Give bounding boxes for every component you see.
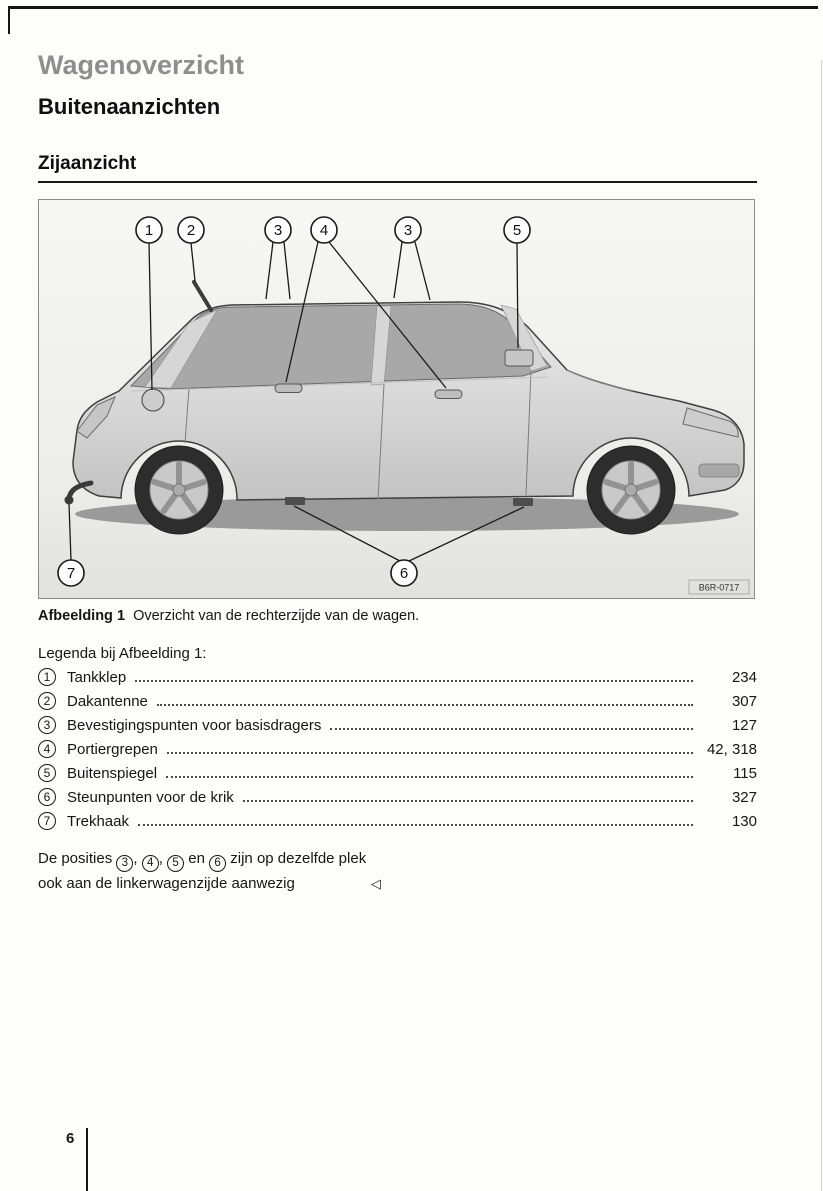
legend-item-label: Trekhaak	[67, 812, 129, 830]
legend-item-number: 6	[38, 788, 56, 806]
jack-point-marker-rear	[285, 497, 305, 505]
callout-circle-2	[178, 217, 204, 243]
legend-item-page-ref: 327	[731, 788, 757, 806]
callout-circle-3a	[265, 217, 291, 243]
note-text: De posities	[38, 850, 113, 867]
fuel-filler-flap	[142, 389, 164, 411]
legend-item-number: 7	[38, 812, 56, 830]
legend-item-page-ref: 307	[731, 692, 757, 710]
legend-item-page-ref: 234	[731, 668, 757, 686]
legend-item-page-ref: 127	[731, 716, 757, 734]
callout-circle-7	[58, 560, 84, 586]
dot-leader	[135, 680, 693, 682]
dot-leader	[167, 752, 693, 754]
legend-item-steunpunten	[38, 788, 757, 806]
callout-number: 4	[319, 222, 329, 239]
image-code-label	[689, 580, 749, 594]
legend-title: Legenda bij Afbeelding 1:	[38, 645, 207, 662]
callout-circle-5	[504, 217, 530, 243]
legend-item-dakantenne	[38, 692, 757, 710]
figure-caption-label: Afbeelding 1	[38, 608, 126, 624]
legend-item-portiergrepen	[38, 740, 757, 758]
note-text: ook aan de linkerwagenzijde aanwezig	[38, 875, 295, 892]
front-air-intake	[699, 464, 739, 477]
legend-item-label: Bevestigingspunten voor basisdragers	[67, 716, 322, 734]
dot-leader	[138, 824, 693, 826]
door-handle-front	[435, 390, 462, 399]
dot-leader	[166, 776, 693, 778]
legend-item-trekhaak	[38, 812, 757, 830]
legend-list	[38, 668, 757, 830]
note-text: ,	[158, 850, 163, 867]
legend-item-tankklep	[38, 668, 757, 686]
circled-number-3: 3	[116, 855, 133, 872]
car-side-view-illustration	[39, 200, 754, 598]
legend-item-page-ref: 130	[731, 812, 757, 830]
subsection-title: Zijaanzicht	[38, 153, 757, 183]
figure-side-view	[38, 199, 755, 599]
callout-circle-4	[311, 217, 337, 243]
page-top-rule	[8, 6, 818, 9]
callout-number: 7	[66, 565, 76, 582]
legend-item-page-ref: 115	[733, 764, 757, 782]
callout-number: 6	[399, 565, 409, 582]
legend-item-number: 2	[38, 692, 56, 710]
callout-number: 1	[144, 222, 154, 239]
callout-circle-3b	[395, 217, 421, 243]
legend-item-number: 4	[38, 740, 56, 758]
note-text: zijn op dezelfde plek	[230, 850, 367, 867]
legend-item-buitenspiegel	[38, 764, 757, 782]
figure-caption-text: Overzicht van de rechterzijde van de wagen.	[133, 608, 420, 624]
legend-item-label: Dakantenne	[67, 692, 148, 710]
section-end-marker: ◁	[370, 876, 381, 891]
image-code-text: B6R-0717	[698, 582, 740, 593]
page-right-edge	[821, 60, 822, 1191]
note-text: ,	[133, 850, 138, 867]
legend-item-page-ref: 42, 318	[706, 740, 757, 758]
section-title: Buitenaanzichten	[38, 94, 221, 119]
legend-item-label: Steunpunten voor de krik	[67, 788, 234, 806]
legend-item-number: 3	[38, 716, 56, 734]
circled-number-5: 5	[167, 855, 184, 872]
legend-item-bevestigingspunten	[38, 716, 757, 734]
position-note	[38, 847, 757, 897]
chapter-title: Wagenoverzicht	[38, 50, 245, 80]
legend-item-number: 5	[38, 764, 56, 782]
callout-number: 5	[512, 222, 522, 239]
callout-circle-1	[136, 217, 162, 243]
circled-number-4: 4	[142, 855, 159, 872]
jack-point-marker-front	[513, 498, 533, 506]
legend-item-label: Portiergrepen	[67, 740, 158, 758]
callout-circle-6	[391, 560, 417, 586]
legend-item-label: Buitenspiegel	[67, 764, 158, 782]
callout-number: 2	[186, 222, 196, 239]
circled-number-6: 6	[209, 855, 226, 872]
door-handle-rear	[275, 384, 302, 393]
page-number: 6	[66, 1130, 75, 1147]
callout-number: 3	[403, 222, 413, 239]
rear-wheel	[135, 446, 223, 534]
dot-leader	[330, 728, 693, 730]
dot-leader	[243, 800, 693, 802]
figure-caption	[38, 608, 757, 624]
note-text: en	[188, 850, 205, 867]
legend-item-label: Tankklep	[67, 668, 127, 686]
page-content	[38, 50, 757, 897]
front-wheel	[587, 446, 675, 534]
page-footer-rule	[86, 1128, 88, 1191]
dot-leader	[157, 704, 693, 706]
legend-item-number: 1	[38, 668, 56, 686]
side-mirror	[505, 350, 533, 366]
page-corner-tick	[8, 6, 10, 34]
callout-number: 3	[273, 222, 283, 239]
